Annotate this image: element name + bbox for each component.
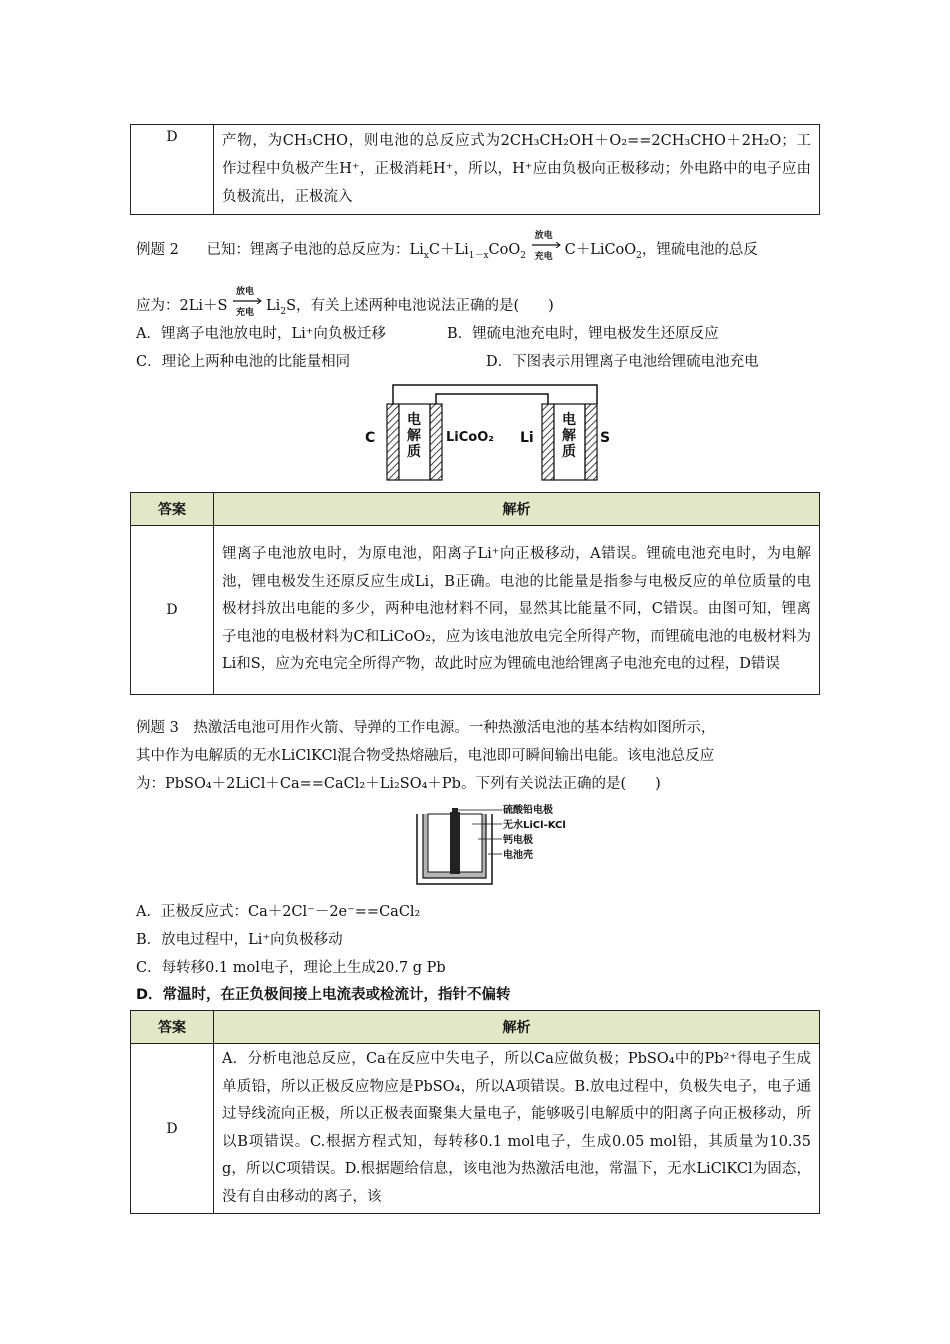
answer-table-1 xyxy=(130,124,820,215)
stem-text: C＋LiCoO xyxy=(564,242,637,258)
stem-text: C＋Li xyxy=(428,242,469,258)
electrode-label: LiCoO₂ xyxy=(446,430,494,445)
electrode-label: Li xyxy=(520,430,534,446)
reversible-arrow-icon: 放电 充电 xyxy=(531,240,565,260)
label-battery-shell: 电池壳 xyxy=(503,850,533,861)
answer-table-2 xyxy=(130,492,820,695)
table-header-row xyxy=(131,493,820,526)
answer-table-3 xyxy=(130,1010,820,1214)
option-d: D．常温时，在正负极间接上电流表或检流计，指针不偏转 xyxy=(136,987,511,1003)
explanation-cell: 产物，为CH₃CHO，则电池的总反应式为2CH₃CH₂OH＋O₂==2CH₃CHO＋2H₂O；工作过程中负极产生H⁺，正极消耗H⁺，所以，H⁺应由负极向正极移动；外电路中的电子应由负极流出，正极流入 xyxy=(214,125,820,215)
answer-cell: D xyxy=(131,125,214,215)
label-lead-sulfate-electrode: 硫酸铅电极 xyxy=(503,805,553,816)
header-analysis: 解析 xyxy=(214,493,820,526)
example-label: 例题 2 xyxy=(136,242,179,258)
reversible-arrow-icon: 放电 充电 xyxy=(232,296,266,316)
electrolyte-label: 电解质 xyxy=(407,412,421,460)
explanation-cell: 锂离子电池放电时，为原电池，阳离子Li⁺向正极移动，A错误。锂硫电池充电时，为电解池，锂电极发生还原反应生成Li，B正确。电池的比能量是指参与电极反应的单位质量的电极材抖放出电能的多少，两种电池材料不同，显然其比能量不同，C错误。由图可知，锂离子电池的电极材料为C和LiCoO₂，应为该电池放电完全所得产物，而锂硫电池的电极材料为Li和S，应为充电完全所得产物，故此时应为锂硫电池给锂离子电池充电的过程，D错误 xyxy=(214,526,820,695)
example-2-stem-line-1: 例题 2 已知：锂离子电池的总反应为：$Li_xC+Li_{1-x}CoO_2$ 放电 充电 C＋LiCoO$_2$，锂硫电池的总反 xyxy=(136,231,758,262)
table-row xyxy=(131,125,820,215)
option-b: B．锂硫电池充电时，锂电极发生还原反应 xyxy=(447,326,719,342)
diagram-labels xyxy=(503,803,566,863)
stem-text: CoO xyxy=(488,242,521,258)
example-3-stem-line-1: 例题 3 热激活电池可用作火箭、导弹的工作电源。一种热激活电池的基本结构如图所示， xyxy=(136,720,716,736)
option-d: D．下图表示用锂离子电池给锂硫电池充电 xyxy=(486,354,759,370)
header-answer: 答案 xyxy=(131,1011,214,1044)
option-b: B．放电过程中，Li⁺向负极移动 xyxy=(136,932,343,948)
answer-cell: D xyxy=(131,526,214,695)
stem-text: 已知：锂离子电池的总反应为：Li xyxy=(206,242,424,258)
header-analysis: 解析 xyxy=(214,1011,820,1044)
header-answer: 答案 xyxy=(131,493,214,526)
example-3-stem-line-2: 其中作为电解质的无水LiClKCl混合物受热熔融后，电池即可瞬间输出电能。该电池总反应 xyxy=(136,748,715,764)
answer-cell: D xyxy=(131,1044,214,1214)
explanation-cell: A．分析电池总反应，Ca在反应中失电子，所以Ca应做负极；PbSO₄中的Pb²⁺得电子生成单质铅，所以正极反应物应是PbSO₄，所以A项错误。B.放电过程中，负极失电子，电子通过导线流向正极，所以正极表面聚集大量电子，能够吸引电解质中的阳离子向正极移动，所以B项错误。C.根据方程式知，每转移0.1 mol电子，生成0.05 mol铅，其质量为10.35 g，所以C项错误。D.根据题给信息，该电池为热激活电池，常温下，无水LiClKCl为固态，没有自由移动的离子，该 xyxy=(214,1044,820,1214)
option-c: C．每转移0.1 mol电子，理论上生成20.7 g Pb xyxy=(136,960,446,976)
stem-text: ，锂硫电池的总反 xyxy=(641,242,758,258)
stem-text: Li xyxy=(266,298,281,314)
option-a: A．锂离子电池放电时，Li⁺向负极迁移 xyxy=(136,326,386,342)
label-calcium-electrode: 钙电极 xyxy=(503,835,533,846)
option-c: C．理论上两种电池的比能量相同 xyxy=(136,354,351,370)
stem-text: 应为：2Li＋S xyxy=(136,298,228,314)
table-row xyxy=(131,1044,820,1214)
stem-text: S，有关上述两种电池说法正确的是( ) xyxy=(286,298,554,314)
table-row xyxy=(131,526,820,695)
electrode-label: C xyxy=(365,430,376,446)
option-a: A．正极反应式：Ca＋2Cl⁻－2e⁻==CaCl₂ xyxy=(136,904,421,920)
table-header-row xyxy=(131,1011,820,1044)
label-electrolyte: 无水LiCl-KCl xyxy=(503,820,566,831)
example-2-stem-line-2: 应为：2Li＋S 放电 充电 $Li_2S$，有关上述两种电池说法正确的是( ) xyxy=(136,287,554,318)
electrode-label: S xyxy=(600,430,611,446)
electrolyte-label: 电解质 xyxy=(562,412,576,460)
example-3-stem-line-3: 为：PbSO₄＋2LiCl＋Ca==CaCl₂＋Li₂SO₄＋Pb。下列有关说法正确的是( ) xyxy=(136,776,661,792)
leader-lines xyxy=(458,806,502,858)
